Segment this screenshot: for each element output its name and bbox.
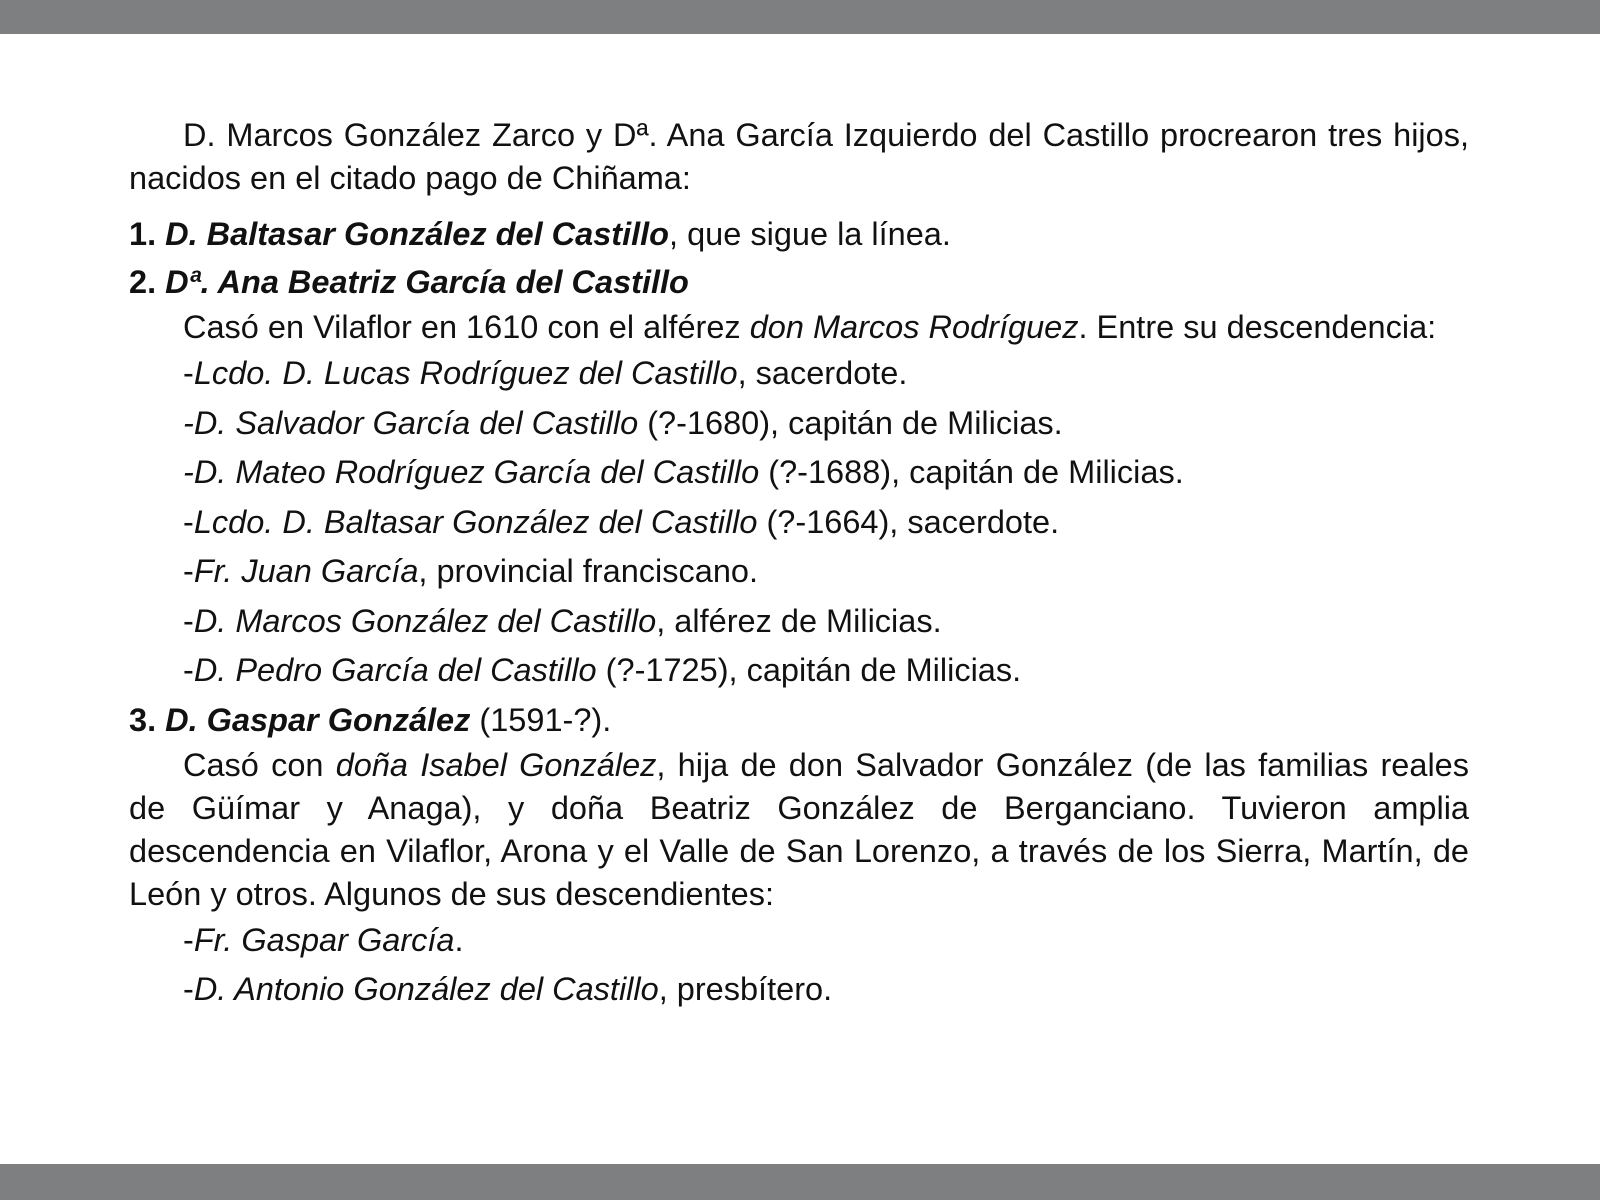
list-item-3 [129, 696, 1469, 744]
descendant-item [129, 399, 1469, 449]
dash: - [183, 355, 194, 391]
descendant-detail: (?-1688), capitán de Milicias. [759, 454, 1184, 490]
descendant-detail: , sacerdote. [737, 355, 908, 391]
dash: - [183, 971, 194, 1007]
item-name: D. Baltasar González del Castillo [165, 216, 670, 252]
descendant-detail: , presbítero. [658, 971, 833, 1007]
dash: - [183, 652, 194, 688]
descendant-name: -D. Mateo Rodríguez García del Castillo [183, 454, 760, 490]
paragraph-text: . Entre su descendencia: [1078, 309, 1437, 345]
dash: - [183, 503, 194, 540]
item-rest: (1591-?). [470, 701, 612, 738]
page-content [129, 114, 1469, 1015]
descendant-item [129, 448, 1469, 498]
paragraph-text: Casó en Vilaflor en 1610 con el alférez [183, 309, 750, 345]
descendant-item [129, 349, 1469, 399]
item-name: D. Gaspar González [165, 701, 471, 738]
item-rest: , que sigue la línea. [669, 216, 951, 252]
descendant-detail: (?-1664), sacerdote. [757, 503, 1060, 540]
paragraph-italic: don Marcos Rodríguez [749, 309, 1079, 345]
viewer-bottom-bar [0, 1164, 1600, 1200]
descendant-name: Lcdo. D. Lucas Rodríguez del Castillo [193, 355, 738, 391]
item-number: 1. [129, 216, 157, 252]
descendant-name: D. Pedro García del Castillo [193, 652, 597, 688]
descendant-detail: . [454, 921, 464, 958]
list-item-1 [129, 210, 1469, 258]
dash: - [183, 921, 194, 958]
descendant-item [129, 646, 1469, 696]
list-item-2 [129, 258, 1469, 306]
paragraph-text: Casó con [183, 746, 336, 783]
item-2-paragraph [129, 306, 1469, 349]
descendant-name: D. Marcos González del Castillo [193, 602, 657, 639]
descendant-detail: , provincial franciscano. [418, 553, 759, 589]
descendant-item [129, 498, 1469, 548]
descendant-item [129, 597, 1469, 647]
descendant-name: D. Antonio González del Castillo [193, 971, 659, 1007]
document-page [0, 34, 1600, 1164]
descendant-item [129, 547, 1469, 597]
descendant-detail: (?-1725), capitán de Milicias. [596, 652, 1022, 688]
descendant-detail: (?-1680), capitán de Milicias. [638, 404, 1063, 441]
dash: - [183, 602, 194, 639]
viewer-top-bar [0, 0, 1600, 34]
descendant-name: Fr. Juan García [193, 553, 419, 589]
item-3-paragraph [129, 744, 1469, 916]
paragraph-italic: doña Isabel González [335, 746, 657, 783]
descendant-detail: , alférez de Milicias. [656, 602, 942, 639]
item-number: 2. [129, 264, 157, 300]
dash: - [183, 553, 194, 589]
descendant-item [129, 916, 1469, 966]
paragraph-text: , hija de don Salvador González (de las familias reales de Güímar y Anaga), y doña Beatriz González de Berganciano. Tuvieron amplia descendencia en Vilaflor, Arona y el Valle de San Lorenzo, a través de los Sierra, Martín, de León y otros. Algunos de sus descendientes: [129, 746, 1469, 912]
descendant-name: Fr. Gaspar García [193, 921, 455, 958]
descendant-name: -D. Salvador García del Castillo [183, 404, 639, 441]
item-name: Dª. Ana Beatriz García del Castillo [165, 264, 689, 300]
intro-paragraph: D. Marcos González Zarco y Dª. Ana García Izquierdo del Castillo procrearon tres hijos, nacidos en el citado pago de Chiñama: [129, 117, 1469, 196]
descendant-item [129, 965, 1469, 1015]
descendant-name: Lcdo. D. Baltasar González del Castillo [193, 503, 758, 540]
item-number: 3. [129, 701, 157, 738]
